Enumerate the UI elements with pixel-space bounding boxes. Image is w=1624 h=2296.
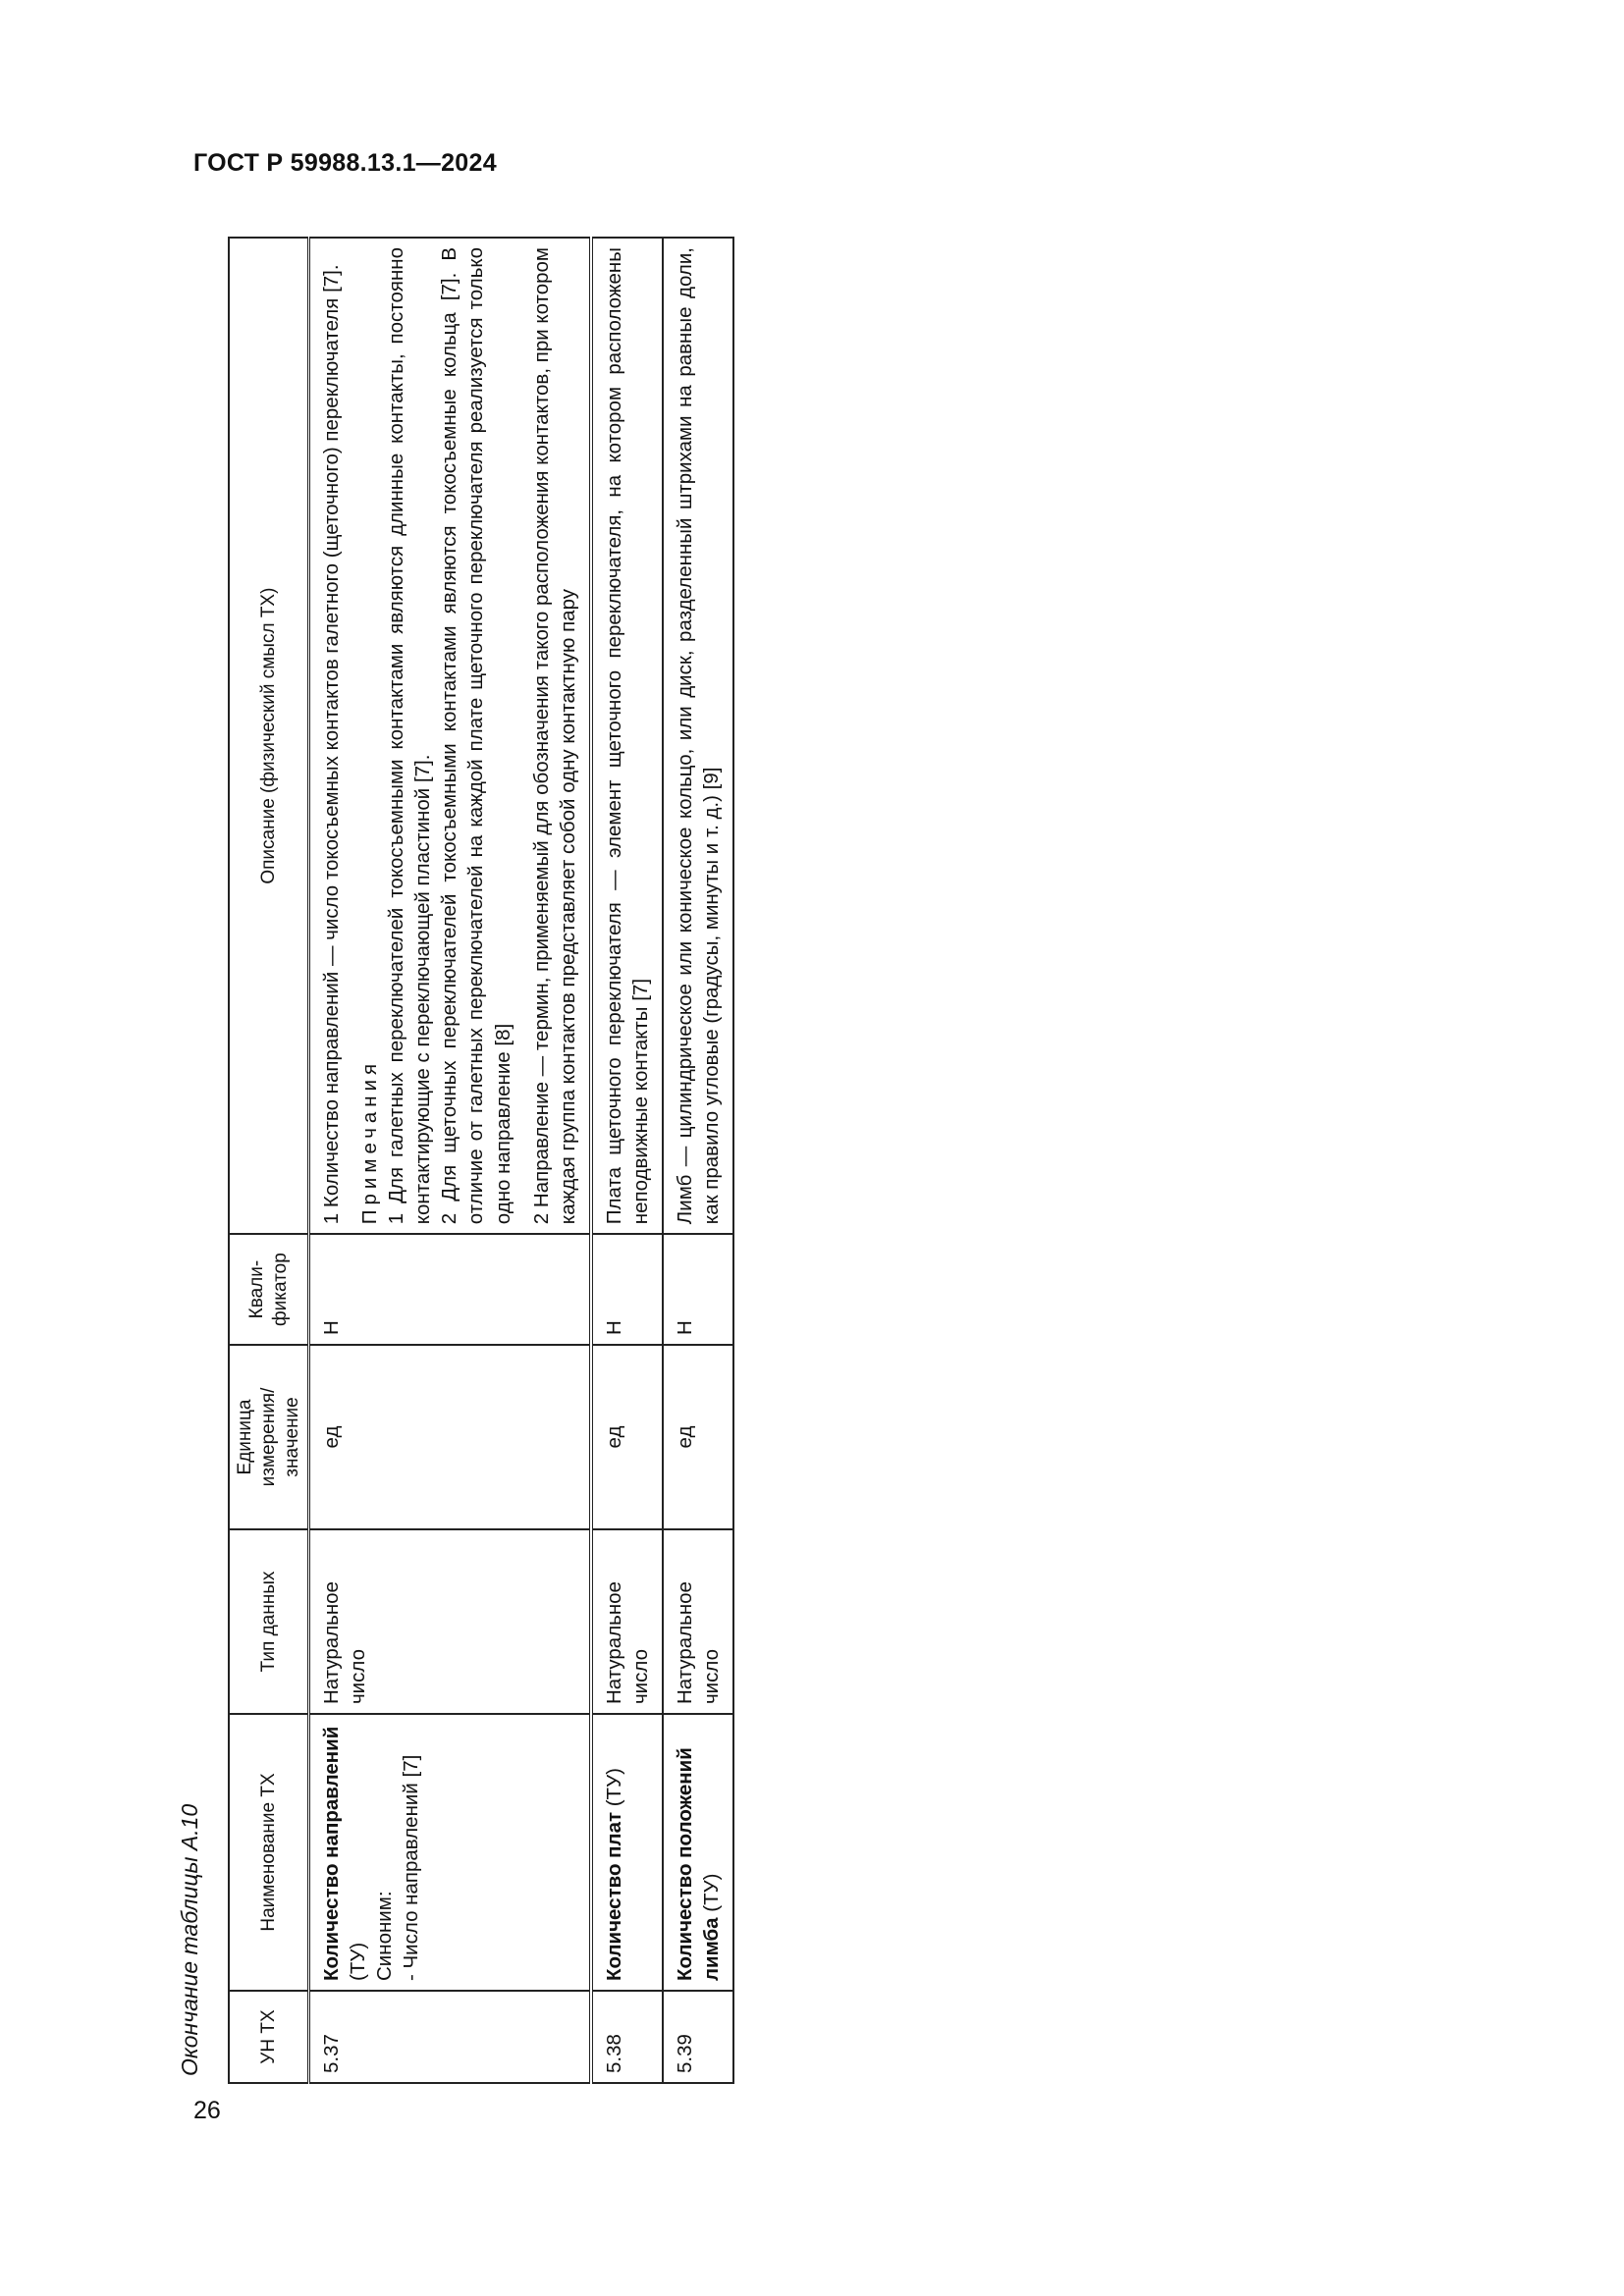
row-qualifier: Н <box>663 1234 733 1345</box>
name-bold: Количество направлений <box>320 1726 344 1981</box>
description-main: 1 Количество направлений — число токосъемных контактов галетного (щеточного) переключателя [7]. <box>320 264 344 1225</box>
row-description: Лимб — цилиндрическое или коническое кольцо, или диск, разделенный штрихами на равные доли, как правило угловые (градусы, минуты и т. д.) [9] <box>663 238 733 1234</box>
row-description: Плата щеточного переключателя — элемент щеточного переключателя, на котором расположены неподвижные контакты [7] <box>591 238 663 1234</box>
document-header: ГОСТ Р 59988.13.1—2024 <box>193 149 497 177</box>
row-id: 5.39 <box>663 1991 733 2083</box>
col-header-qualifier: Квали- фикатор <box>229 1234 309 1345</box>
col-header-type: Тип данных <box>229 1529 309 1714</box>
row-unit: ед <box>309 1345 591 1529</box>
name-suffix: (ТУ) <box>699 1873 723 1918</box>
row-id: 5.37 <box>309 1991 591 2083</box>
col-header-id: УН ТХ <box>229 1991 309 2083</box>
synonym-label: Синоним: <box>373 1891 397 1981</box>
row-name <box>591 1714 663 1991</box>
characteristics-table <box>228 237 734 2084</box>
name-bold: Количество плат <box>602 1811 625 1981</box>
note-1: 1 Для галетных переключателей токосъемными контактами являются длинные контакты, постоянно контактирующие с переключающей пластиной [7]. <box>385 247 435 1225</box>
name-suffix: (ТУ) <box>347 1942 370 1981</box>
row-type: Натуральное число <box>663 1529 733 1714</box>
table-header-row <box>229 238 309 2083</box>
row-type: Натуральное число <box>591 1529 663 1714</box>
name-bold: Количество положений лимба <box>673 1747 723 1981</box>
row-description <box>309 238 591 1234</box>
row-qualifier: Н <box>591 1234 663 1345</box>
col-header-description: Описание (физический смысл ТХ) <box>229 238 309 1234</box>
row-qualifier: Н <box>309 1234 591 1345</box>
synonym-value: - Число направлений [7] <box>400 1754 423 1981</box>
col-header-unit: Единица измерения/ значение <box>229 1345 309 1529</box>
description-extra: 2 Направление — термин, применяемый для обозначения такого расположения контактов, при котором каждая группа контактов представляет собой одну контактную пару <box>529 247 579 1225</box>
table-caption: Окончание таблицы А.10 <box>177 1803 202 2076</box>
table-row <box>309 238 591 2083</box>
table-row <box>663 238 733 2083</box>
row-id: 5.38 <box>591 1991 663 2083</box>
row-unit: ед <box>663 1345 733 1529</box>
page-number: 26 <box>193 2097 221 2124</box>
note-2: 2 Для щеточных переключателей токосъемными контактами являются токосъемные кольца [7]. В отличие от галетных переключателей на каждой плате щеточного переключателя реализуется только одно направление [8] <box>438 247 514 1225</box>
table-row <box>591 238 663 2083</box>
name-suffix: (ТУ) <box>602 1768 625 1812</box>
row-type: Натуральное число <box>309 1529 591 1714</box>
row-name <box>663 1714 733 1991</box>
notes-label: Примечания <box>358 1058 382 1225</box>
col-header-name: Наименование ТХ <box>229 1714 309 1991</box>
rotated-table-block <box>177 226 943 2086</box>
row-unit: ед <box>591 1345 663 1529</box>
row-name <box>309 1714 591 1991</box>
